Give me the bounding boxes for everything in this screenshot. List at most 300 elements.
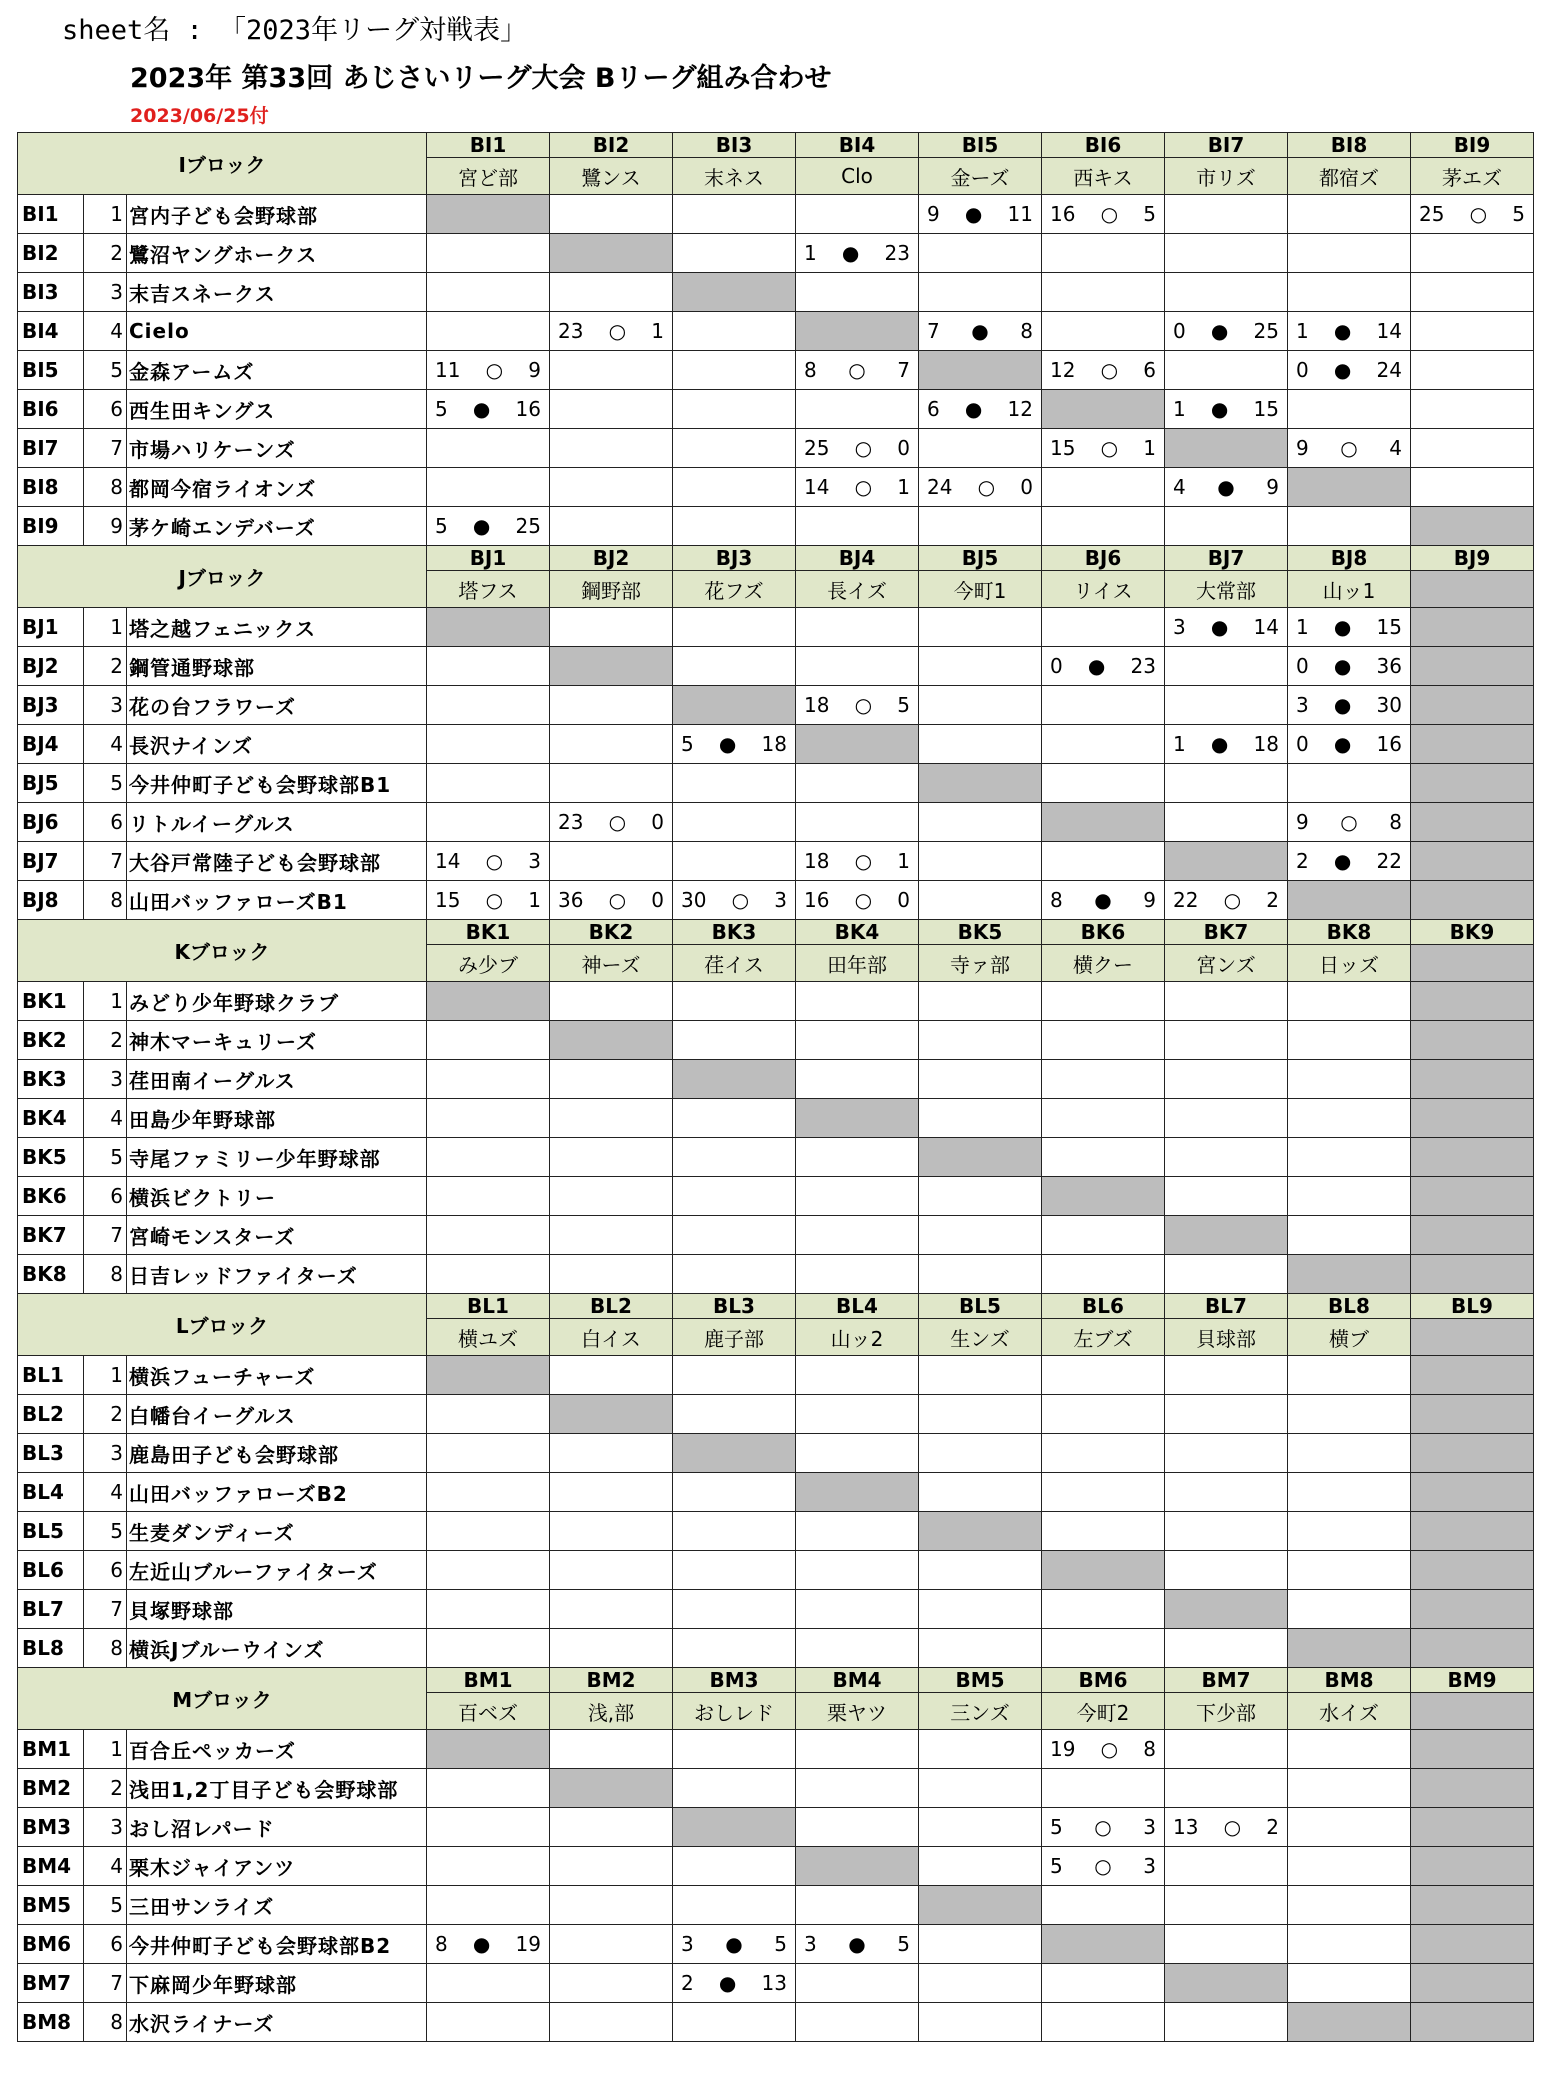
score-cell [796, 429, 919, 468]
score-cell [919, 608, 1042, 647]
team-name: 茅ケ崎エンデバーズ [127, 507, 427, 546]
team-code: BM8 [18, 2003, 84, 2042]
self-match-cell [1411, 608, 1534, 647]
score-cell [919, 1551, 1042, 1590]
column-abbr: 長イズ [796, 571, 919, 608]
column-abbr: 鋼野部 [550, 571, 673, 608]
table-row [18, 234, 1534, 273]
score-cell [1165, 608, 1288, 647]
score-cell [1165, 1769, 1288, 1808]
date-label: 2023/06/25付 [130, 105, 269, 127]
score-cell [550, 1434, 673, 1473]
score-cell [550, 1925, 673, 1964]
score-cell [673, 1551, 796, 1590]
table-row [18, 1886, 1534, 1925]
score-cell [1042, 1847, 1165, 1886]
score-cell [919, 1629, 1042, 1668]
score-cell [550, 468, 673, 507]
score-cell [1288, 1138, 1411, 1177]
score-cell [550, 429, 673, 468]
score-cell [1288, 1021, 1411, 1060]
self-match-cell [1411, 1255, 1534, 1294]
self-match-cell [550, 234, 673, 273]
score-cell [919, 312, 1042, 351]
team-code: BK8 [18, 1255, 84, 1294]
score: 5 ● 25 [435, 514, 541, 538]
self-match-cell [1411, 1964, 1534, 2003]
score: 22 ○ 2 [1173, 888, 1279, 912]
column-abbr: 市リズ [1165, 158, 1288, 195]
score: 9 ○ 4 [1296, 436, 1402, 460]
table-row [18, 608, 1534, 647]
score-cell [796, 764, 919, 803]
self-match-cell [1411, 1512, 1534, 1551]
team-number: 3 [84, 686, 127, 725]
column-abbr: 末ネス [673, 158, 796, 195]
score-cell [427, 1395, 550, 1434]
column-abbr: おしレド [673, 1693, 796, 1730]
score-cell [550, 764, 673, 803]
column-abbr [1411, 1693, 1534, 1730]
column-abbr: 田年部 [796, 945, 919, 982]
score-cell [673, 1255, 796, 1294]
score-cell [673, 1356, 796, 1395]
score-cell [1042, 725, 1165, 764]
column-code: BM3 [673, 1668, 796, 1693]
table-row [18, 842, 1534, 881]
self-match-cell [550, 647, 673, 686]
team-name: 今井仲町子ども会野球部B1 [127, 764, 427, 803]
table-row [18, 1512, 1534, 1551]
score-cell [1288, 1060, 1411, 1099]
team-number: 8 [84, 1255, 127, 1294]
score-cell [673, 429, 796, 468]
score-cell [796, 1551, 919, 1590]
score-cell [673, 390, 796, 429]
score-cell [919, 1847, 1042, 1886]
score-cell [796, 351, 919, 390]
score-cell [1042, 1629, 1165, 1668]
score-cell [550, 1473, 673, 1512]
score-cell [796, 1060, 919, 1099]
score-cell [427, 1769, 550, 1808]
self-match-cell [1411, 1138, 1534, 1177]
team-number: 4 [84, 1099, 127, 1138]
column-abbr: 西キス [1042, 158, 1165, 195]
score-cell [550, 725, 673, 764]
score: 14 ○ 1 [804, 475, 910, 499]
team-number: 7 [84, 842, 127, 881]
column-abbr: 横クー [1042, 945, 1165, 982]
self-match-cell [796, 725, 919, 764]
score: 0 ● 25 [1173, 319, 1279, 343]
score-cell [796, 468, 919, 507]
team-code: BI3 [18, 273, 84, 312]
score-cell [1288, 1964, 1411, 2003]
score-cell [1042, 1730, 1165, 1769]
team-name: 金森アームズ [127, 351, 427, 390]
team-name: 市場ハリケーンズ [127, 429, 427, 468]
score-cell [919, 429, 1042, 468]
column-code: BL3 [673, 1294, 796, 1319]
self-match-cell [550, 1395, 673, 1434]
column-code: BK5 [919, 920, 1042, 945]
table-row [18, 429, 1534, 468]
column-code: BK2 [550, 920, 673, 945]
score: 24 ○ 0 [927, 475, 1033, 499]
score-cell [1042, 312, 1165, 351]
score-cell [1042, 982, 1165, 1021]
team-code: BK1 [18, 982, 84, 1021]
team-code: BK3 [18, 1060, 84, 1099]
score-cell [919, 1808, 1042, 1847]
table-row [18, 803, 1534, 842]
column-abbr: 今町1 [919, 571, 1042, 608]
score-cell [1288, 1730, 1411, 1769]
score-cell [673, 1886, 796, 1925]
score-cell [1288, 1356, 1411, 1395]
column-abbr: 宮ンズ [1165, 945, 1288, 982]
team-name: 宮内子ども会野球部 [127, 195, 427, 234]
score-cell [1288, 1434, 1411, 1473]
score-cell [919, 1769, 1042, 1808]
score-cell [427, 1925, 550, 1964]
score: 1 ● 14 [1296, 319, 1402, 343]
score-cell [1165, 1886, 1288, 1925]
score: 5 ○ 3 [1050, 1854, 1156, 1878]
score-cell [550, 1964, 673, 2003]
column-abbr: 金ーズ [919, 158, 1042, 195]
self-match-cell [1411, 1021, 1534, 1060]
score-cell [550, 195, 673, 234]
team-name: 生麦ダンディーズ [127, 1512, 427, 1551]
column-abbr [1411, 1319, 1534, 1356]
team-number: 4 [84, 1847, 127, 1886]
score-cell [1165, 1099, 1288, 1138]
score-cell [673, 982, 796, 1021]
team-code: BL4 [18, 1473, 84, 1512]
column-abbr: 神ーズ [550, 945, 673, 982]
score-cell [427, 764, 550, 803]
score-cell [427, 1021, 550, 1060]
column-abbr: リイス [1042, 571, 1165, 608]
team-number: 3 [84, 1434, 127, 1473]
score-cell [919, 1590, 1042, 1629]
team-name: Cielo [127, 312, 427, 351]
self-match-cell [1288, 2003, 1411, 2042]
score-cell [1042, 1356, 1165, 1395]
table-row [18, 507, 1534, 546]
self-match-cell [1165, 1216, 1288, 1255]
self-match-cell [1411, 725, 1534, 764]
score-cell [1288, 390, 1411, 429]
score-cell [919, 1730, 1042, 1769]
self-match-cell [1042, 803, 1165, 842]
score-cell [919, 686, 1042, 725]
score-cell [1042, 195, 1165, 234]
score-cell [1165, 195, 1288, 234]
score-cell [550, 1886, 673, 1925]
self-match-cell [1411, 507, 1534, 546]
score-cell [1288, 647, 1411, 686]
column-code: BL7 [1165, 1294, 1288, 1319]
self-match-cell [673, 686, 796, 725]
score-cell [1165, 1847, 1288, 1886]
self-match-cell [796, 1847, 919, 1886]
score-cell [550, 1512, 673, 1551]
column-code: BK9 [1411, 920, 1534, 945]
score-cell [550, 273, 673, 312]
score-cell [550, 881, 673, 920]
team-name: 横浜フューチャーズ [127, 1356, 427, 1395]
team-name: 左近山ブルーファイターズ [127, 1551, 427, 1590]
team-code: BL7 [18, 1590, 84, 1629]
score-cell [1411, 234, 1534, 273]
score: 1 ● 15 [1296, 615, 1402, 639]
table-row [18, 273, 1534, 312]
score-cell [796, 273, 919, 312]
score-cell [550, 1629, 673, 1668]
team-name: 神木マーキュリーズ [127, 1021, 427, 1060]
team-code: BJ2 [18, 647, 84, 686]
score: 1 ● 15 [1173, 397, 1279, 421]
score-cell [673, 1177, 796, 1216]
column-abbr: 鷺ンス [550, 158, 673, 195]
table-row [18, 1255, 1534, 1294]
self-match-cell [1411, 1395, 1534, 1434]
column-abbr: 貝球部 [1165, 1319, 1288, 1356]
league-table [17, 132, 1534, 2042]
score-cell [550, 312, 673, 351]
team-number: 3 [84, 273, 127, 312]
team-code: BI8 [18, 468, 84, 507]
block-title: Jブロック [18, 546, 427, 608]
team-number: 5 [84, 1138, 127, 1177]
score-cell [427, 725, 550, 764]
score-cell [673, 1395, 796, 1434]
column-abbr [1411, 571, 1534, 608]
table-row [18, 725, 1534, 764]
score-cell [796, 647, 919, 686]
score-cell [796, 234, 919, 273]
score-cell [1042, 1769, 1165, 1808]
team-code: BM1 [18, 1730, 84, 1769]
score-cell [427, 1590, 550, 1629]
self-match-cell [673, 1434, 796, 1473]
self-match-cell [1411, 881, 1534, 920]
score-cell [919, 468, 1042, 507]
column-code: BJ4 [796, 546, 919, 571]
team-code: BI9 [18, 507, 84, 546]
score-cell [1042, 1590, 1165, 1629]
column-abbr: 生ンズ [919, 1319, 1042, 1356]
score-cell [796, 1395, 919, 1434]
score-cell [919, 1099, 1042, 1138]
column-abbr: 百ベズ [427, 1693, 550, 1730]
column-code: BM5 [919, 1668, 1042, 1693]
score-cell [1165, 234, 1288, 273]
team-name: 長沢ナインズ [127, 725, 427, 764]
score-cell [1042, 1099, 1165, 1138]
score-cell [673, 881, 796, 920]
table-row [18, 1551, 1534, 1590]
team-name: 大谷戸常陸子ども会野球部 [127, 842, 427, 881]
column-code: BK6 [1042, 920, 1165, 945]
column-code: BI4 [796, 133, 919, 158]
team-code: BI1 [18, 195, 84, 234]
score-cell [919, 725, 1042, 764]
self-match-cell [427, 1356, 550, 1395]
self-match-cell [1411, 1473, 1534, 1512]
score-cell [427, 1177, 550, 1216]
self-match-cell [1165, 842, 1288, 881]
score-cell [919, 1021, 1042, 1060]
score-cell [919, 1473, 1042, 1512]
column-abbr: 山ッ2 [796, 1319, 919, 1356]
table-row [18, 686, 1534, 725]
score-cell [796, 507, 919, 546]
table-row [18, 1060, 1534, 1099]
team-number: 7 [84, 1590, 127, 1629]
team-name: 栗木ジャイアンツ [127, 1847, 427, 1886]
score-cell [1165, 1730, 1288, 1769]
team-name: 荏田南イーグルス [127, 1060, 427, 1099]
score-cell [1165, 273, 1288, 312]
team-code: BM2 [18, 1769, 84, 1808]
self-match-cell [673, 1808, 796, 1847]
team-code: BM4 [18, 1847, 84, 1886]
table-row [18, 1473, 1534, 1512]
team-name: 百合丘ペッカーズ [127, 1730, 427, 1769]
score-cell [1288, 1177, 1411, 1216]
score-cell [919, 982, 1042, 1021]
score-cell [1042, 1434, 1165, 1473]
column-code: BJ8 [1288, 546, 1411, 571]
team-code: BJ6 [18, 803, 84, 842]
team-name: リトルイーグルス [127, 803, 427, 842]
self-match-cell [1042, 1925, 1165, 1964]
score-cell [550, 1177, 673, 1216]
team-number: 1 [84, 1730, 127, 1769]
score-cell [1411, 273, 1534, 312]
column-abbr: 塔フス [427, 571, 550, 608]
table-row [18, 1395, 1534, 1434]
score-cell [427, 1512, 550, 1551]
score-cell [1288, 1473, 1411, 1512]
team-code: BL5 [18, 1512, 84, 1551]
self-match-cell [1165, 429, 1288, 468]
score-cell [1288, 1512, 1411, 1551]
team-number: 1 [84, 1356, 127, 1395]
score-cell [1288, 1808, 1411, 1847]
score-cell [673, 1138, 796, 1177]
score-cell [550, 1590, 673, 1629]
self-match-cell [1165, 1964, 1288, 2003]
score-cell [550, 982, 673, 1021]
score-cell [427, 1847, 550, 1886]
self-match-cell [919, 1886, 1042, 1925]
self-match-cell [1411, 1808, 1534, 1847]
score-cell [796, 390, 919, 429]
column-abbr: 茅エズ [1411, 158, 1534, 195]
sheet-label: sheet名 : 「2023年リーグ対戦表」 [62, 15, 528, 46]
score-cell [673, 1590, 796, 1629]
self-match-cell [919, 1138, 1042, 1177]
team-number: 2 [84, 647, 127, 686]
score-cell [796, 1629, 919, 1668]
score: 6 ● 12 [927, 397, 1033, 421]
column-abbr: 三ンズ [919, 1693, 1042, 1730]
column-abbr: 水イズ [1288, 1693, 1411, 1730]
self-match-cell [427, 608, 550, 647]
score-cell [1288, 1847, 1411, 1886]
column-code: BL2 [550, 1294, 673, 1319]
team-name: 山田バッファローズB2 [127, 1473, 427, 1512]
block-title: Lブロック [18, 1294, 427, 1356]
score-cell [673, 2003, 796, 2042]
score-cell [550, 1099, 673, 1138]
score-cell [1042, 1060, 1165, 1099]
score-cell [1042, 1021, 1165, 1060]
score: 0 ● 24 [1296, 358, 1402, 382]
self-match-cell [1288, 1629, 1411, 1668]
column-code: BL6 [1042, 1294, 1165, 1319]
self-match-cell [1411, 686, 1534, 725]
score: 36 ○ 0 [558, 888, 664, 912]
score: 3 ● 14 [1173, 615, 1279, 639]
self-match-cell [550, 1769, 673, 1808]
score-cell [796, 803, 919, 842]
column-code: BM1 [427, 1668, 550, 1693]
score-cell [673, 507, 796, 546]
score-cell [1042, 1473, 1165, 1512]
score-cell [919, 1216, 1042, 1255]
score-cell [1042, 351, 1165, 390]
self-match-cell [427, 1730, 550, 1769]
team-code: BM5 [18, 1886, 84, 1925]
score: 25 ○ 0 [804, 436, 910, 460]
team-code: BI2 [18, 234, 84, 273]
table-row [18, 1730, 1534, 1769]
score-cell [796, 1730, 919, 1769]
team-number: 6 [84, 390, 127, 429]
column-abbr: 白イス [550, 1319, 673, 1356]
team-name: 寺尾ファミリー少年野球部 [127, 1138, 427, 1177]
self-match-cell [1411, 803, 1534, 842]
score-cell [673, 1021, 796, 1060]
score: 12 ○ 6 [1050, 358, 1156, 382]
score-cell [1165, 312, 1288, 351]
self-match-cell [1411, 1847, 1534, 1886]
column-code: BM6 [1042, 1668, 1165, 1693]
score-cell [427, 1808, 550, 1847]
score-cell [796, 1925, 919, 1964]
score-cell [427, 1216, 550, 1255]
column-code: BM4 [796, 1668, 919, 1693]
score-cell [427, 312, 550, 351]
score: 5 ○ 3 [1050, 1815, 1156, 1839]
score-cell [550, 608, 673, 647]
score-cell [796, 1512, 919, 1551]
self-match-cell [1411, 1590, 1534, 1629]
team-code: BL3 [18, 1434, 84, 1473]
score-cell [1288, 312, 1411, 351]
score-cell [427, 1964, 550, 2003]
score-cell [673, 1730, 796, 1769]
score-cell [1411, 312, 1534, 351]
score: 23 ○ 1 [558, 319, 664, 343]
score-cell [673, 647, 796, 686]
